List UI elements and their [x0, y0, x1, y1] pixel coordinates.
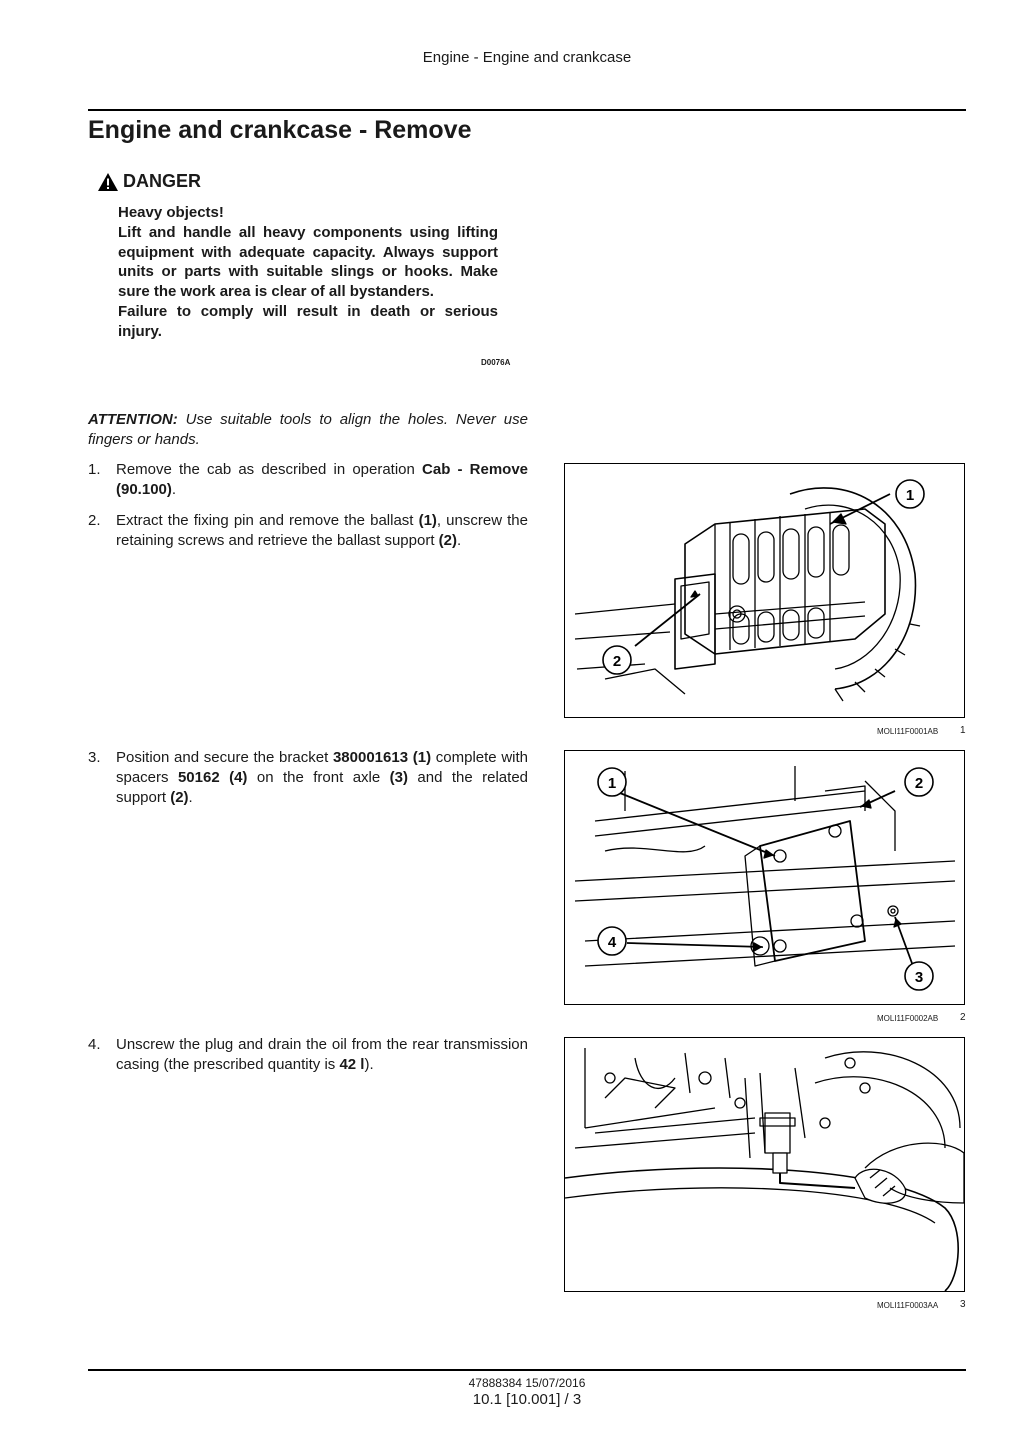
- callout-label: 1: [607, 775, 617, 792]
- step-text: [116, 460, 528, 500]
- attention-label: ATTENTION:: [88, 411, 178, 428]
- step-text-run: complete with spacers: [116, 749, 529, 786]
- danger-code: D0076A: [481, 358, 511, 367]
- footer-doc-info: 47888384 15/07/2016: [468, 1376, 586, 1390]
- step-text: [116, 748, 528, 808]
- step-bold-text: (2): [438, 532, 458, 549]
- attention-text: Use suitable tools to align the holes. Never use fingers or hands.: [88, 411, 528, 448]
- danger-label: DANGER: [123, 171, 202, 191]
- step-bold-text: (3): [389, 769, 408, 786]
- step-number: 4.: [88, 1036, 101, 1053]
- step-text-run: Extract the fixing pin and remove the ballast: [116, 512, 419, 529]
- figure-code: MOLI11F0001AB: [877, 727, 939, 736]
- figure-code: MOLI11F0002AB: [877, 1014, 939, 1023]
- step-text-run: Position and secure the bracket: [116, 749, 333, 766]
- step-bold-text: Cab - Remove (90.100): [116, 461, 528, 498]
- step-2: [88, 511, 528, 551]
- footer-page-number: 10.1 [10.001] / 3: [472, 1391, 582, 1408]
- step-text: [116, 511, 528, 551]
- step-text-run: on the front axle: [247, 769, 390, 786]
- header-rule: [88, 109, 966, 111]
- danger-line: Lift and handle all heavy components using lifting equipment with adequate capacity. Always support units or parts with suitable slings or hooks. Make sure the work area is clear of all bystanders.: [118, 223, 498, 301]
- step-text: [116, 1035, 528, 1075]
- step-bold-text: 380001613 (1): [332, 749, 432, 766]
- step-text-run: ).: [364, 1056, 374, 1073]
- figure-2-bracket-illustration: [564, 750, 965, 1005]
- callout-label: 3: [914, 969, 924, 986]
- figure-number: 3: [960, 1299, 966, 1310]
- callout-label: 2: [612, 653, 622, 670]
- footer-rule: [88, 1369, 966, 1371]
- step-text-run: and the related support: [116, 769, 529, 806]
- step-text-run: , unscrew the retaining screws and retrieve the ballast support: [116, 512, 528, 549]
- figure-code: MOLI11F0003AA: [877, 1301, 939, 1310]
- step-1: [88, 460, 528, 500]
- step-bold-text: (2): [170, 789, 189, 806]
- step-text-run: .: [457, 532, 462, 549]
- step-bold-text: 42 l: [339, 1056, 365, 1073]
- figure-1-ballast-illustration: [564, 463, 965, 718]
- step-text-run: .: [171, 481, 177, 498]
- step-bold-text: 50162 (4): [177, 769, 248, 786]
- callout-label: 2: [914, 775, 924, 792]
- step-number: 1.: [88, 461, 101, 478]
- step-text-run: Remove the cab as described in operation: [116, 461, 423, 478]
- danger-heading: [97, 171, 201, 192]
- danger-message: [118, 203, 498, 342]
- figure-number: 1: [960, 725, 966, 736]
- step-3: [88, 748, 528, 808]
- step-number: 2.: [88, 512, 101, 529]
- step-text-run: Unscrew the plug and drain the oil from the rear transmission casing (the prescribed quantity is: [116, 1036, 528, 1073]
- step-4: [88, 1035, 528, 1075]
- danger-line: Heavy objects!: [118, 204, 224, 221]
- figure-number: 2: [960, 1012, 966, 1023]
- step-text-run: .: [188, 789, 193, 806]
- step-bold-text: (1): [418, 512, 437, 529]
- figure-3-drain-illustration: [564, 1037, 965, 1292]
- callout-label: 4: [607, 934, 617, 951]
- danger-line: Failure to comply will result in death or serious injury.: [118, 302, 498, 340]
- attention-note: [88, 410, 528, 450]
- step-number: 3.: [88, 749, 101, 766]
- callout-label: 1: [905, 487, 915, 504]
- page-title: Engine and crankcase - Remove: [88, 116, 472, 144]
- warning-triangle-icon: [97, 172, 119, 192]
- running-head: Engine - Engine and crankcase: [422, 49, 632, 66]
